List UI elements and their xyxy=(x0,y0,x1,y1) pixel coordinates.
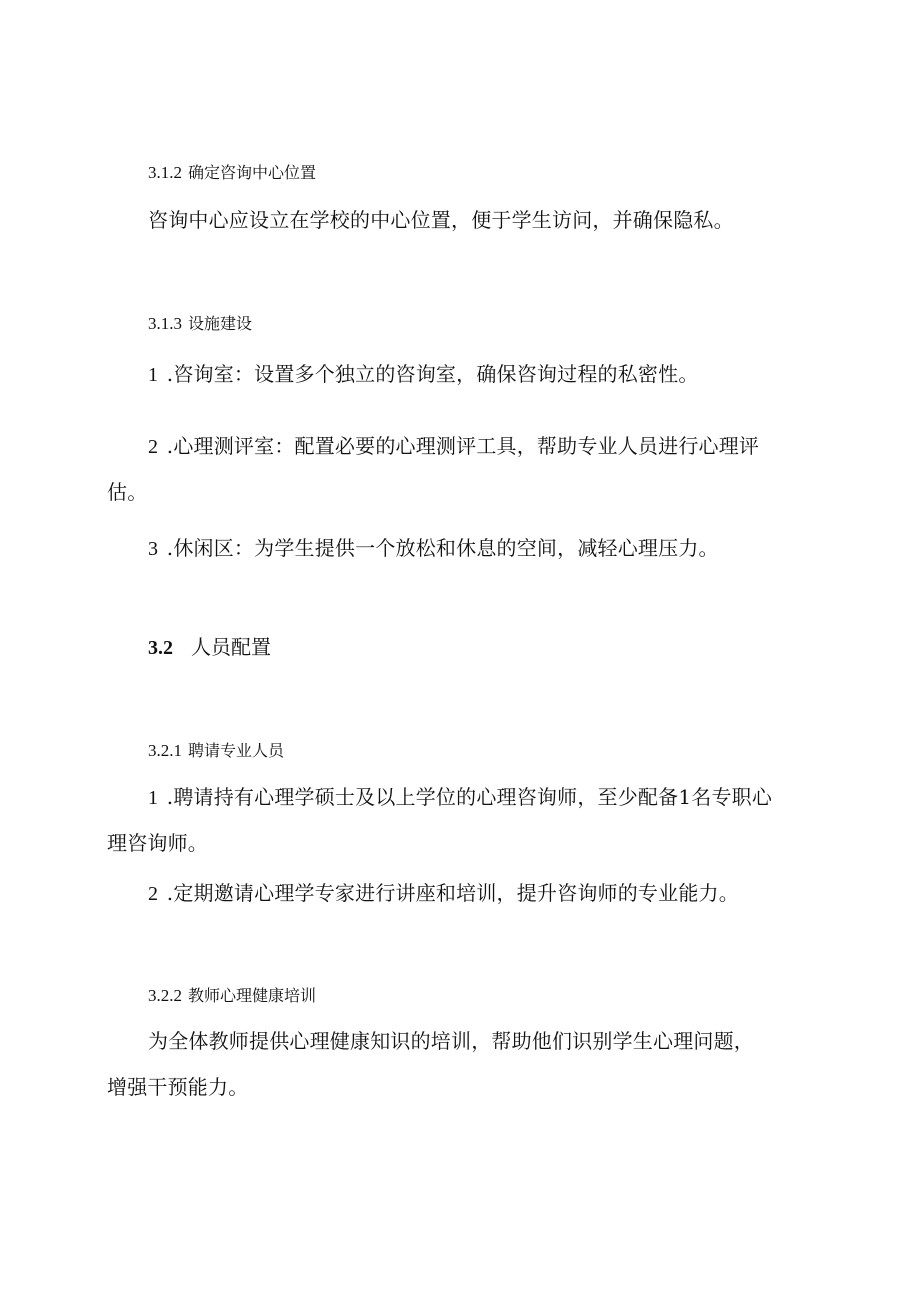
list-item-continuation: 估。 xyxy=(107,480,148,504)
list-item-index: 2 xyxy=(148,436,159,458)
list-item-index: 1 xyxy=(148,364,159,386)
list-item xyxy=(148,364,699,385)
paragraph-3-1-2: 咨询中心应设立在学校的中心位置，便于学生访问，并确保隐私。 xyxy=(148,208,734,232)
section-title: 人员配置 xyxy=(191,635,271,659)
section-title: 教师心理健康培训 xyxy=(188,986,317,1005)
heading-3-2-1 xyxy=(148,742,284,759)
list-item xyxy=(148,436,759,457)
list-item xyxy=(148,883,739,904)
section-number: 3.1.2 xyxy=(148,163,182,182)
list-item-text: .聘请持有心理学硕士及以上学位的心理咨询师，至少配备1名专职心 xyxy=(166,785,773,809)
paragraph-3-2-2-continuation: 增强干预能力。 xyxy=(107,1075,249,1099)
list-item-text: .咨询室：设置多个独立的咨询室，确保咨询过程的私密性。 xyxy=(166,362,699,386)
list-item-text: .心理测评室：配置必要的心理测评工具，帮助专业人员进行心理评 xyxy=(166,434,760,458)
list-item-index: 2 xyxy=(148,883,159,905)
list-item xyxy=(148,538,719,559)
list-item-index: 3 xyxy=(148,538,159,560)
section-title: 设施建设 xyxy=(188,314,253,333)
list-item xyxy=(148,787,772,808)
list-item-text: .休闲区：为学生提供一个放松和休息的空间，减轻心理压力。 xyxy=(166,536,719,560)
list-item-continuation: 理咨询师。 xyxy=(107,831,208,855)
section-title: 确定咨询中心位置 xyxy=(188,163,317,182)
heading-3-2-2 xyxy=(148,987,316,1004)
section-number: 3.2.2 xyxy=(148,986,182,1005)
heading-3-1-3 xyxy=(148,315,252,332)
section-number: 3.2.1 xyxy=(148,741,182,760)
heading-3-2 xyxy=(148,637,271,658)
section-title: 聘请专业人员 xyxy=(188,741,285,760)
paragraph-3-2-2: 为全体教师提供心理健康知识的培训，帮助他们识别学生心理问题， xyxy=(148,1029,754,1053)
list-item-text: .定期邀请心理学专家进行讲座和培训，提升咨询师的专业能力。 xyxy=(166,881,739,905)
list-item-index: 1 xyxy=(148,787,159,809)
section-number: 3.1.3 xyxy=(148,314,182,333)
heading-3-1-2 xyxy=(148,164,316,181)
section-number: 3.2 xyxy=(148,637,173,659)
